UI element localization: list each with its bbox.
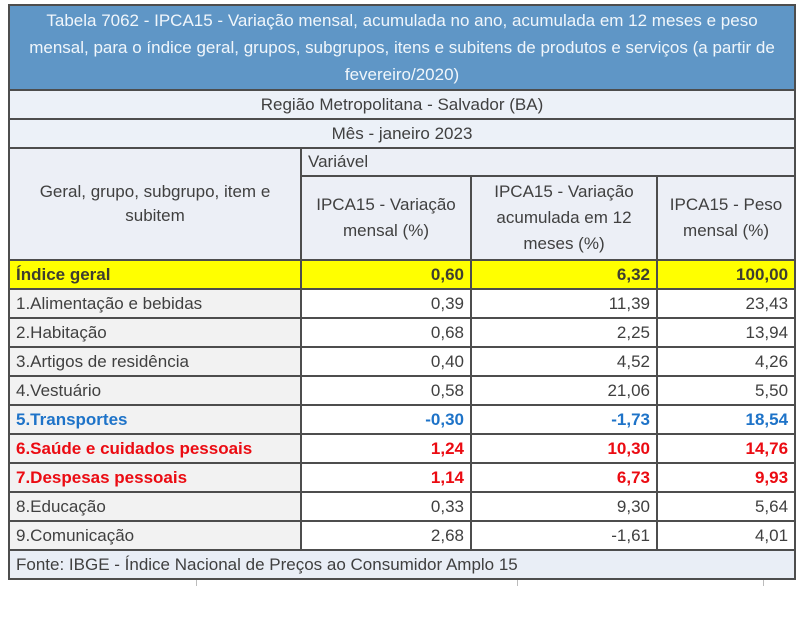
table-title: Tabela 7062 - IPCA15 - Variação mensal, acumulada no ano, acumulada em 12 meses e peso mensal, para o índice geral, grupos, subgrupos, itens e subitens de produtos e serviços (a partir de fevereiro/2020) xyxy=(9,5,795,90)
table-row-educacao xyxy=(9,492,795,521)
row-label: 7.Despesas pessoais xyxy=(9,463,301,492)
month-header: Mês - janeiro 2023 xyxy=(9,119,795,148)
gridline-stub xyxy=(763,580,764,586)
row-label: 5.Transportes xyxy=(9,405,301,434)
accum12-value: 2,25 xyxy=(471,318,657,347)
accum12-value: 10,30 xyxy=(471,434,657,463)
table-row-habitacao xyxy=(9,318,795,347)
monthly-value: 0,68 xyxy=(301,318,471,347)
source-row xyxy=(9,550,795,579)
gridline-stub xyxy=(196,580,197,586)
weight-value: 23,43 xyxy=(657,289,795,318)
weight-value: 14,76 xyxy=(657,434,795,463)
accum12-value: 4,52 xyxy=(471,347,657,376)
table-row-comunicacao xyxy=(9,521,795,550)
monthly-value: 0,58 xyxy=(301,376,471,405)
weight-value: 4,26 xyxy=(657,347,795,376)
weight-value: 9,93 xyxy=(657,463,795,492)
accum12-value: -1,73 xyxy=(471,405,657,434)
monthly-value: -0,30 xyxy=(301,405,471,434)
table-row-vestuario xyxy=(9,376,795,405)
weight-value: 5,64 xyxy=(657,492,795,521)
source-footer: Fonte: IBGE - Índice Nacional de Preços ao Consumidor Amplo 15 xyxy=(9,550,795,579)
table-row-alimentacao xyxy=(9,289,795,318)
row-label: 3.Artigos de residência xyxy=(9,347,301,376)
row-dimension-header: Geral, grupo, subgrupo, item e subitem xyxy=(9,148,301,260)
table-row-transportes xyxy=(9,405,795,434)
row-label: 2.Habitação xyxy=(9,318,301,347)
month-row xyxy=(9,119,795,148)
col-header-monthly-weight: IPCA15 - Peso mensal (%) xyxy=(657,176,795,260)
table-row-artigos-residencia xyxy=(9,347,795,376)
accum12-value: -1,61 xyxy=(471,521,657,550)
weight-value: 4,01 xyxy=(657,521,795,550)
monthly-value: 1,24 xyxy=(301,434,471,463)
region-header: Região Metropolitana - Salvador (BA) xyxy=(9,90,795,119)
weight-value: 100,00 xyxy=(657,260,795,289)
row-label: 1.Alimentação e bebidas xyxy=(9,289,301,318)
monthly-value: 0,60 xyxy=(301,260,471,289)
accum12-value: 11,39 xyxy=(471,289,657,318)
variable-header: Variável xyxy=(301,148,795,176)
weight-value: 13,94 xyxy=(657,318,795,347)
row-label: Índice geral xyxy=(9,260,301,289)
table-row-despesas-pessoais xyxy=(9,463,795,492)
row-label: 6.Saúde e cuidados pessoais xyxy=(9,434,301,463)
spreadsheet-gridline-stubs xyxy=(8,580,794,590)
col-header-monthly-variation: IPCA15 - Variação mensal (%) xyxy=(301,176,471,260)
accum12-value: 6,73 xyxy=(471,463,657,492)
table-row-indice-geral xyxy=(9,260,795,289)
monthly-value: 0,33 xyxy=(301,492,471,521)
monthly-value: 2,68 xyxy=(301,521,471,550)
row-label: 9.Comunicação xyxy=(9,521,301,550)
weight-value: 5,50 xyxy=(657,376,795,405)
ipca-table-container xyxy=(8,4,794,590)
col-header-12month-variation: IPCA15 - Variação acumulada em 12 meses (%) xyxy=(471,176,657,260)
title-row xyxy=(9,5,795,90)
accum12-value: 9,30 xyxy=(471,492,657,521)
row-label: 4.Vestuário xyxy=(9,376,301,405)
table-row-saude xyxy=(9,434,795,463)
monthly-value: 0,40 xyxy=(301,347,471,376)
monthly-value: 1,14 xyxy=(301,463,471,492)
ipca-table xyxy=(8,4,796,580)
row-label: 8.Educação xyxy=(9,492,301,521)
accum12-value: 21,06 xyxy=(471,376,657,405)
accum12-value: 6,32 xyxy=(471,260,657,289)
gridline-stub xyxy=(517,580,518,586)
weight-value: 18,54 xyxy=(657,405,795,434)
monthly-value: 0,39 xyxy=(301,289,471,318)
variable-row xyxy=(9,148,795,176)
region-row xyxy=(9,90,795,119)
